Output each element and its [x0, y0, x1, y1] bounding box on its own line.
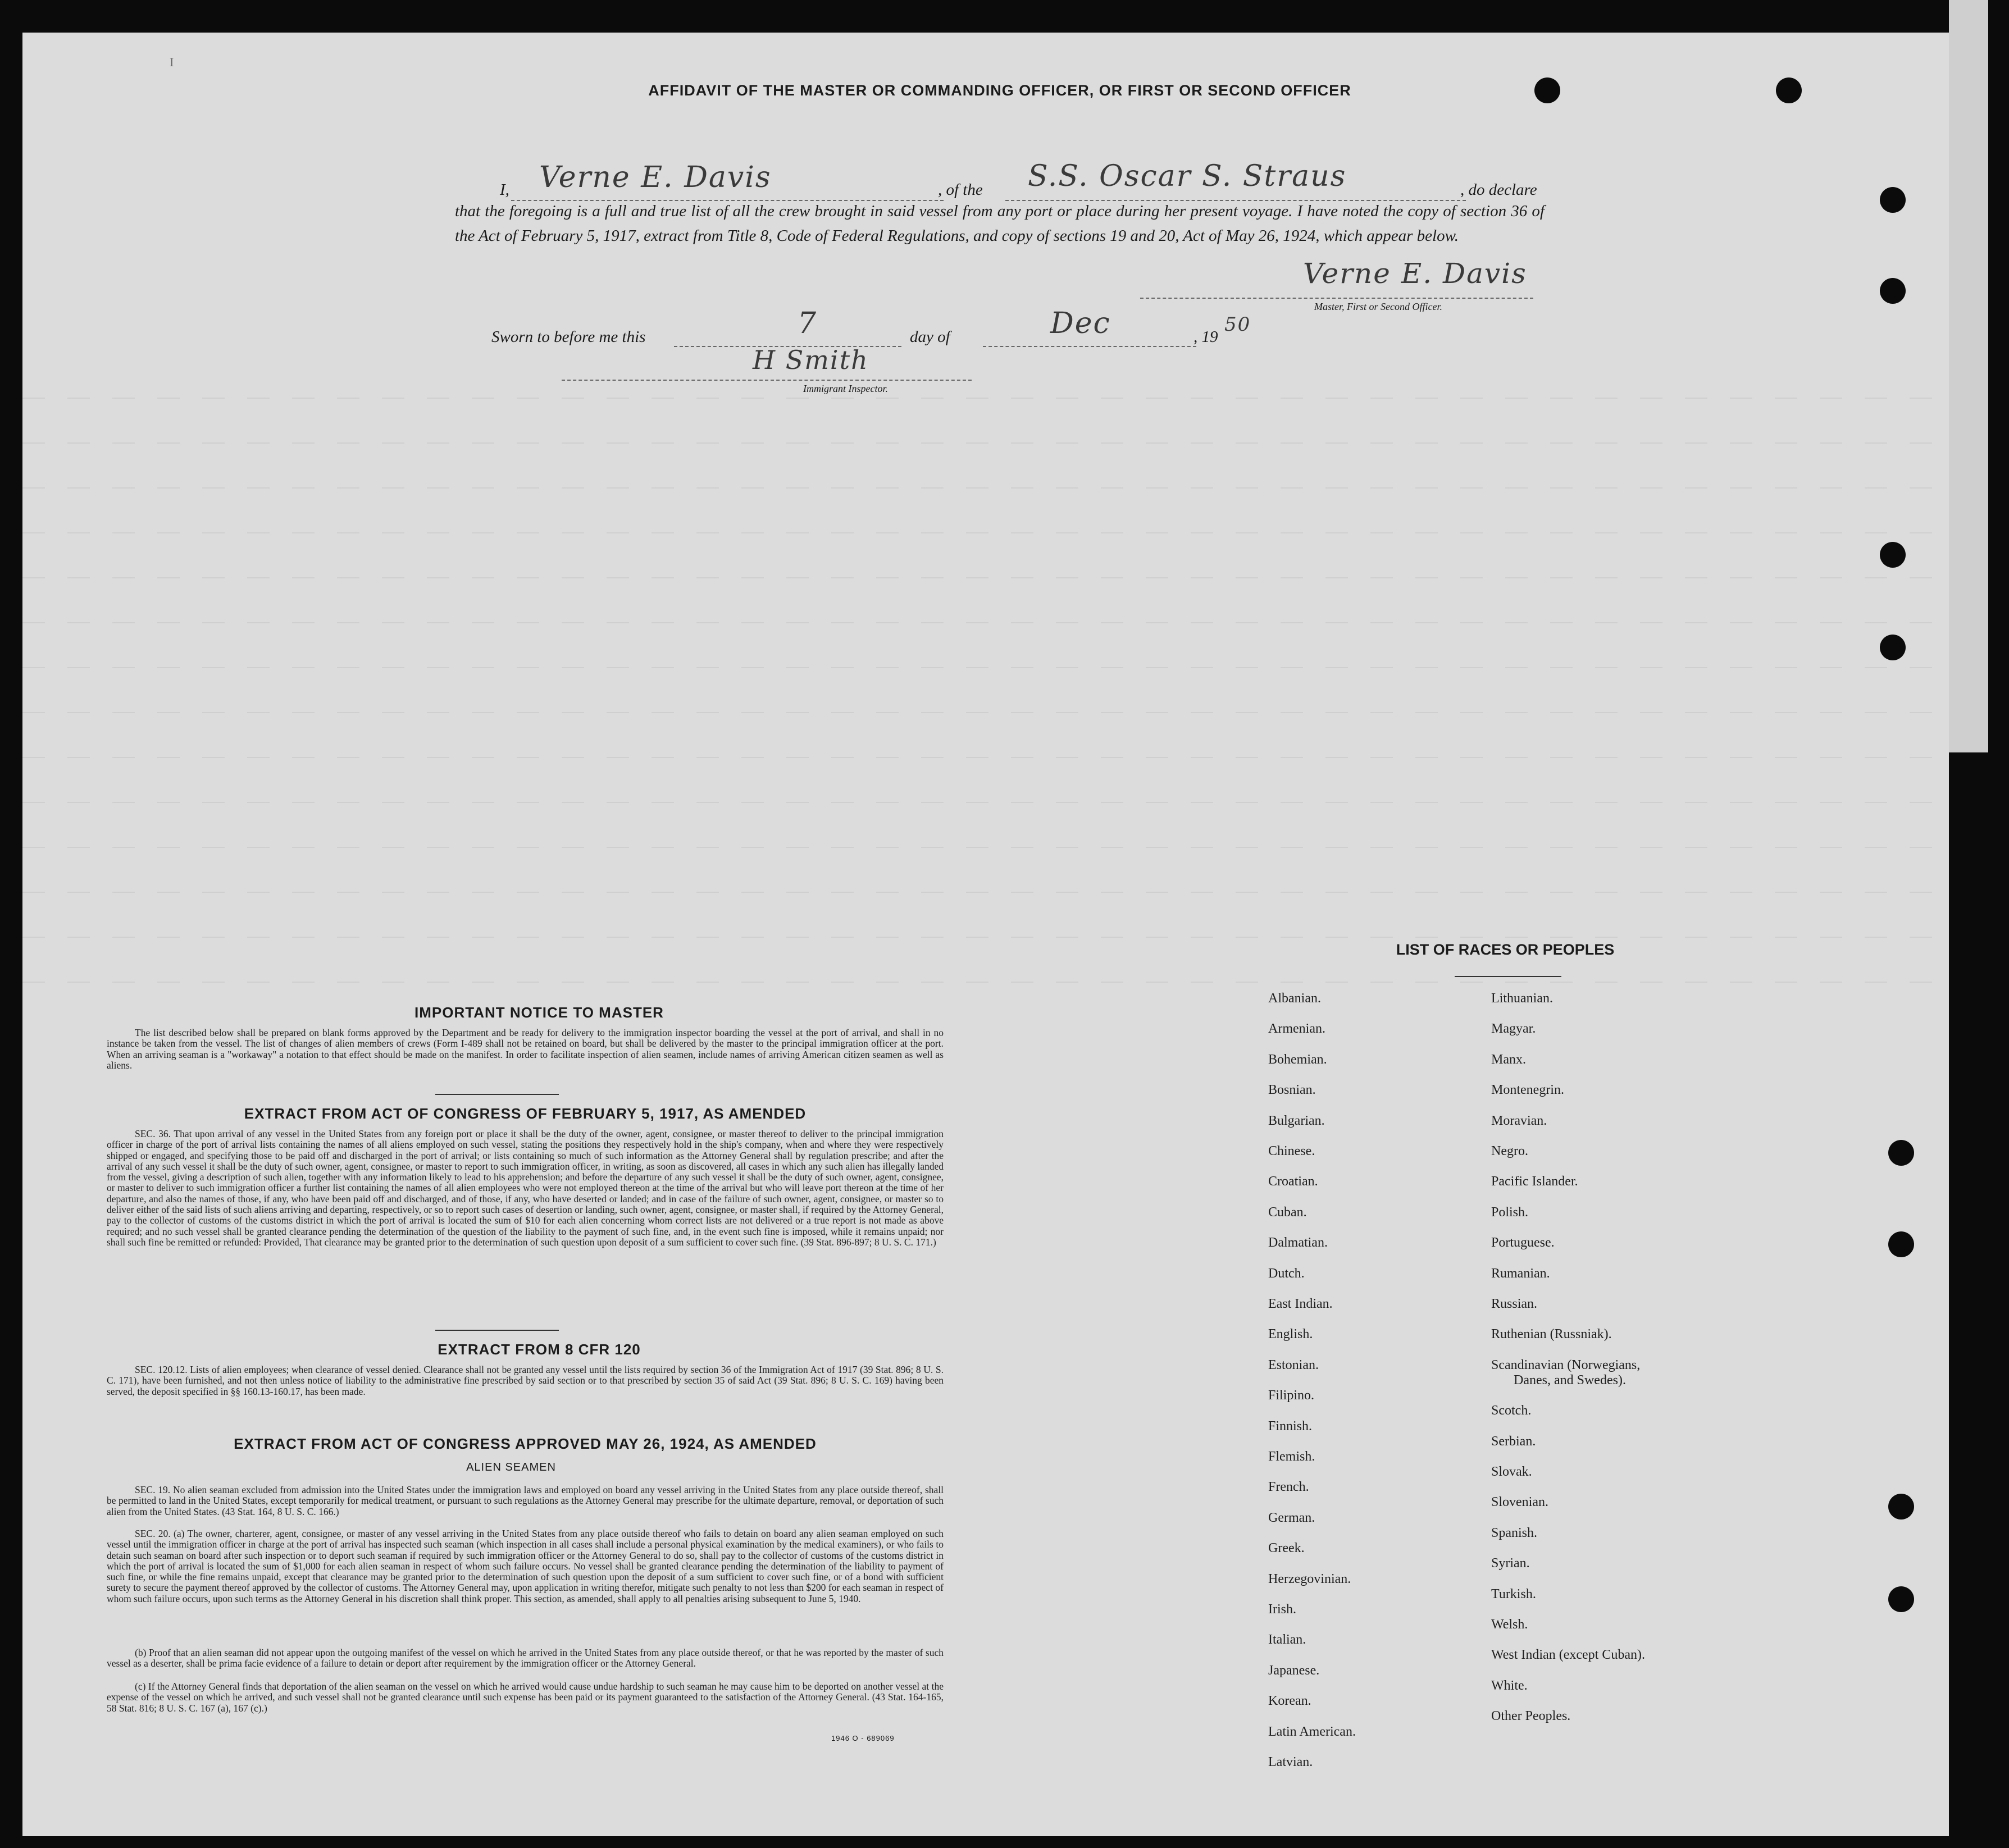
race-entry: Portuguese. [1491, 1235, 1555, 1251]
master-name-handwritten: Verne E. Davis [539, 161, 772, 194]
race-entry: Slovenian. [1491, 1495, 1548, 1510]
inspector-caption: Immigrant Inspector. [803, 383, 888, 394]
race-entry: Estonian. [1268, 1357, 1319, 1372]
race-entry: Japanese. [1268, 1663, 1320, 1678]
race-entry: Rumanian. [1491, 1266, 1550, 1281]
race-entry: Russian. [1491, 1297, 1538, 1311]
race-entry: Bulgarian. [1268, 1113, 1325, 1128]
race-entry: Bosnian. [1268, 1083, 1316, 1098]
extract-1924-sec20b: (b) Proof that an alien seaman did not appear upon the outgoing manifest of the vessel on which he arrived in the United States from any place outside thereof, or that he was reported by the master of such vessel as a deserter, shall be prima facie evidence of a failure to detain or deport after requirement by the immigration officer or the Attorney General. [107, 1647, 944, 1669]
race-entry: White. [1491, 1678, 1528, 1693]
sworn-year-handwritten: 50 [1224, 313, 1251, 336]
sworn-day-handwritten: 7 [798, 307, 818, 340]
extract-cfr-title: EXTRACT FROM 8 CFR 120 [438, 1341, 641, 1358]
race-entry: Manx. [1491, 1052, 1526, 1067]
sworn-day-of: day of [910, 328, 950, 346]
race-entry: Pacific Islander. [1491, 1174, 1578, 1189]
race-entry: Korean. [1268, 1694, 1311, 1709]
print-code: 1946 O - 689069 [831, 1734, 895, 1742]
affidavit-title: AFFIDAVIT OF THE MASTER OR COMMANDING OFFICER, OR FIRST OR SECOND OFFICER [648, 82, 1351, 99]
race-entry: West Indian (except Cuban). [1491, 1648, 1645, 1663]
race-entry: Latvian. [1268, 1755, 1313, 1769]
races-title: LIST OF RACES OR PEOPLES [1396, 941, 1615, 958]
race-entry: Albanian. [1268, 991, 1321, 1006]
race-entry: French. [1268, 1480, 1309, 1495]
race-entry: Italian. [1268, 1632, 1306, 1648]
inspector-signature: H Smith [753, 345, 869, 375]
extract-1917-title: EXTRACT FROM ACT OF CONGRESS OF FEBRUARY 5, 1917, AS AMENDED [244, 1105, 807, 1122]
extract-1924-subtitle: ALIEN SEAMEN [466, 1461, 556, 1473]
race-entry: Montenegrin. [1491, 1083, 1564, 1098]
race-entry: Latin American. [1268, 1724, 1356, 1739]
race-entry: Croatian. [1268, 1174, 1318, 1189]
race-entry: Turkish. [1491, 1586, 1536, 1601]
race-entry: Magyar. [1491, 1021, 1536, 1037]
race-entry: Syrian. [1491, 1556, 1530, 1571]
punch-hole [1888, 1494, 1914, 1520]
race-entry: Slovak. [1491, 1464, 1532, 1479]
race-entry: East Indian. [1268, 1297, 1333, 1311]
extract-1924-sec19: SEC. 19. No alien seaman excluded from admission into the United States under the immigration laws and employed on board any vessel arriving in the United States from any place outside thereof, shall be permitted to land in the United States, except temporarily for medical treatment, or pursuant to such regulations as the Attorney General may prescribe for the ultimate departure, removal, or deportation of such alien from the United States. (43 Stat. 164, 8 U. S. C. 166.) [107, 1484, 944, 1517]
punch-hole [1888, 1140, 1914, 1166]
sworn-month-handwritten: Dec [1050, 307, 1111, 340]
race-entry: Ruthenian (Russniak). [1491, 1327, 1612, 1342]
race-entry: Bohemian. [1268, 1052, 1327, 1067]
race-entry: Finnish. [1268, 1418, 1313, 1434]
extract-1917-text: SEC. 36. That upon arrival of any vessel in the United States from any foreign port or place it shall be the duty of the owner, agent, consignee, or master thereof to deliver to the principal immigration officer in charge of the port of arrival lists containing the names of all aliens employed on such vessel, stating the positions they respectively hold in the ship's company, when and where they were respectively shipped or engaged, and specifying those to be paid off and discharged in the port of arrival; or lists containing so much of such information as the Attorney General shall by regulation prescribe; and after the arrival of any such vessel it shall be the duty of such owner, agent, consignee, or master to report to such immigration officer, in writing, as soon as discovered, all cases in which any such alien has illegally landed from the vessel, giving a description of such alien, together with any information likely to lead to his apprehension; and before the departure of any such vessel it shall be the duty of such owner, agent, consignee, or master to deliver to such immigration officer a further list containing the names of all alien employees who were not employed thereon at the time of the arrival but who will leave port thereon at the time of her departure, and also the names of those, if any, who have been paid off and discharged, and of those, if any, who have deserted or landed; and in case of the failure of such owner, agent, consignee, or master so to deliver either of the said lists of such aliens arriving and departing, respectively, or so to report such cases of desertion or landing, such owner, agent, consignee, or master shall, if required by the Attorney General, pay to the collector of customs of the customs district in which the port of arrival is located the sum of $10 for each alien concerning whom correct lists are not delivered or a true report is not made as above required; and no such vessel shall be granted clearance pending the determination of the question of the liability to the payment of such fine, and, in the event such fine is imposed, while it remains unpaid; nor shall such fine be remitted or refunded: Provided, That clearance may be granted prior to the determination of such question upon deposit of a sum sufficient to cover such fine. (39 Stat. 896-897; 8 U. S. C. 171.) [107, 1128, 944, 1248]
notice-title: IMPORTANT NOTICE TO MASTER [414, 1004, 664, 1021]
sworn-prefix: Sworn to before me this [491, 328, 646, 346]
race-entry: Scotch. [1491, 1403, 1532, 1418]
punch-hole [1776, 77, 1802, 103]
race-entry: Welsh. [1491, 1617, 1528, 1632]
race-entry: Flemish. [1268, 1449, 1315, 1464]
race-entry: Armenian. [1268, 1021, 1325, 1037]
master-signature-caption: Master, First or Second Officer. [1314, 301, 1442, 312]
race-entry: Scandinavian (Norwegians, [1491, 1357, 1641, 1372]
page-mark: I [170, 55, 174, 69]
race-entry: German. [1268, 1510, 1315, 1525]
punch-hole [1880, 635, 1906, 660]
vessel-name-handwritten: S.S. Oscar S. Straus [1028, 159, 1347, 193]
extract-cfr-text: SEC. 120.12. Lists of alien employees; when clearance of vessel denied. Clearance shall not be granted any vessel until the lists required by section 36 of the Immigration Act of 1917 (39 Stat. 896; 8 U. S. C. 171), have been furnished, and not then unless notice of liability to the administrative fine prescribed by said section or to that prescribed by section 35 of said Act (39 Stat. 896; 8 U. S. C. 169) having been served, the deposit specified in §§ 160.13-160.17, has been made. [107, 1364, 944, 1397]
race-entry: Polish. [1491, 1204, 1529, 1220]
extract-1924-sec20c: (c) If the Attorney General finds that deportation of the alien seaman on the vessel on which he arrived would cause undue hardship to such seaman he may cause him to be deported on another vessel at the expense of the vessel on which he arrived, and such vessel shall not be granted clearance until such expense has been paid or its payment guaranteed to the satisfaction of the Attorney General. (43 Stat. 164-165, 58 Stat. 816; 8 U. S. C. 167 (a), 167 (c).) [107, 1681, 944, 1714]
affidavit-do-declare: , do declare [1460, 181, 1537, 199]
race-entry: English. [1268, 1327, 1313, 1342]
affidavit-of-the: , of the [938, 181, 983, 199]
race-entry: Serbian. [1491, 1434, 1536, 1449]
affidavit-declaration: that the foregoing is a full and true list of all the crew brought in said vessel from any port or place during her present voyage. I have noted the copy of section 36 of the Act of February 5, 1917, extract from Title 8, Code of Federal Regulations, and copy of sections 19 and 20, Act of May 26, 1924, which appear below. [455, 202, 1545, 245]
race-entry: Irish. [1268, 1602, 1296, 1617]
affidavit-i-prefix: I, [500, 181, 509, 199]
race-entry: Other Peoples. [1491, 1709, 1571, 1724]
race-entry: Negro. [1491, 1144, 1528, 1158]
extract-1924-sec20a: SEC. 20. (a) The owner, charterer, agent, consignee, or master of any vessel arriving in the United States from any place outside thereof who fails to detain on board any alien seaman employed on such vessel until the immigration officer in charge at the port of arrival has inspected such seaman (which inspection in all cases shall include a personal physical examination by the medical examiners), or who fails to detain such seaman on board after such inspection or to deport such seaman if required by such immigration officer or the Attorney General to do so, shall pay to the collector of customs of the customs district in which the port of arrival is located the sum of $1,000 for each alien seaman in respect of whom such failure occurs. No vessel shall be granted clearance pending the determination of the liability to payment of such fine, or while the fine remains unpaid, except that clearance may be granted prior to the determination of such question upon the deposit of a sum sufficient to cover such fine, or of a bond with sufficient surety to secure the payment thereof approved by the collector of customs. The Attorney General may, upon application in writing therefor, mitigate such penalty to not less than $200 for each seaman in respect of whom such failure occurs, upon such terms as the Attorney General in his discretion shall think proper. This section, as amended, shall apply to all penalties arising subsequent to June 5, 1940. [107, 1528, 944, 1604]
race-entry: Dutch. [1268, 1266, 1305, 1281]
punch-hole [1880, 187, 1906, 213]
race-entry: Lithuanian. [1491, 991, 1553, 1006]
race-entry: Greek. [1268, 1541, 1305, 1556]
punch-hole [1880, 278, 1906, 304]
scanner-edge-strip [1949, 0, 1988, 752]
race-entry: Spanish. [1491, 1525, 1538, 1540]
punch-hole [1888, 1231, 1914, 1257]
race-entry: Danes, and Swedes). [1514, 1372, 1626, 1388]
punch-hole [1888, 1586, 1914, 1612]
master-signature: Verne E. Davis [1303, 257, 1527, 290]
race-entry: Cuban. [1268, 1204, 1307, 1220]
race-entry: Dalmatian. [1268, 1235, 1328, 1251]
punch-hole [1880, 542, 1906, 568]
race-entry: Chinese. [1268, 1144, 1315, 1158]
sworn-year-prefix: , 19 [1193, 328, 1218, 346]
race-entry: Herzegovinian. [1268, 1571, 1351, 1586]
punch-hole [1534, 77, 1560, 103]
notice-text: The list described below shall be prepared on blank forms approved by the Department and be ready for delivery to the immigration inspector boarding the vessel at the port of arrival, and shall in no instance be taken from the vessel. The list of changes of alien members of crews (Form I-489 shall not be retained on board, but shall be delivered by the master to the principal immigration officer at the port. When an arriving seaman is a "workaway" a notation to that effect should be made on the manifest. In order to facilitate inspection of alien seamen, include names of arriving American citizen seamen as well as aliens. [107, 1027, 944, 1071]
race-entry: Filipino. [1268, 1388, 1315, 1403]
extract-1924-title: EXTRACT FROM ACT OF CONGRESS APPROVED MAY 26, 1924, AS AMENDED [234, 1435, 817, 1452]
race-entry: Moravian. [1491, 1113, 1547, 1128]
manifest-back-page [22, 33, 1949, 1836]
